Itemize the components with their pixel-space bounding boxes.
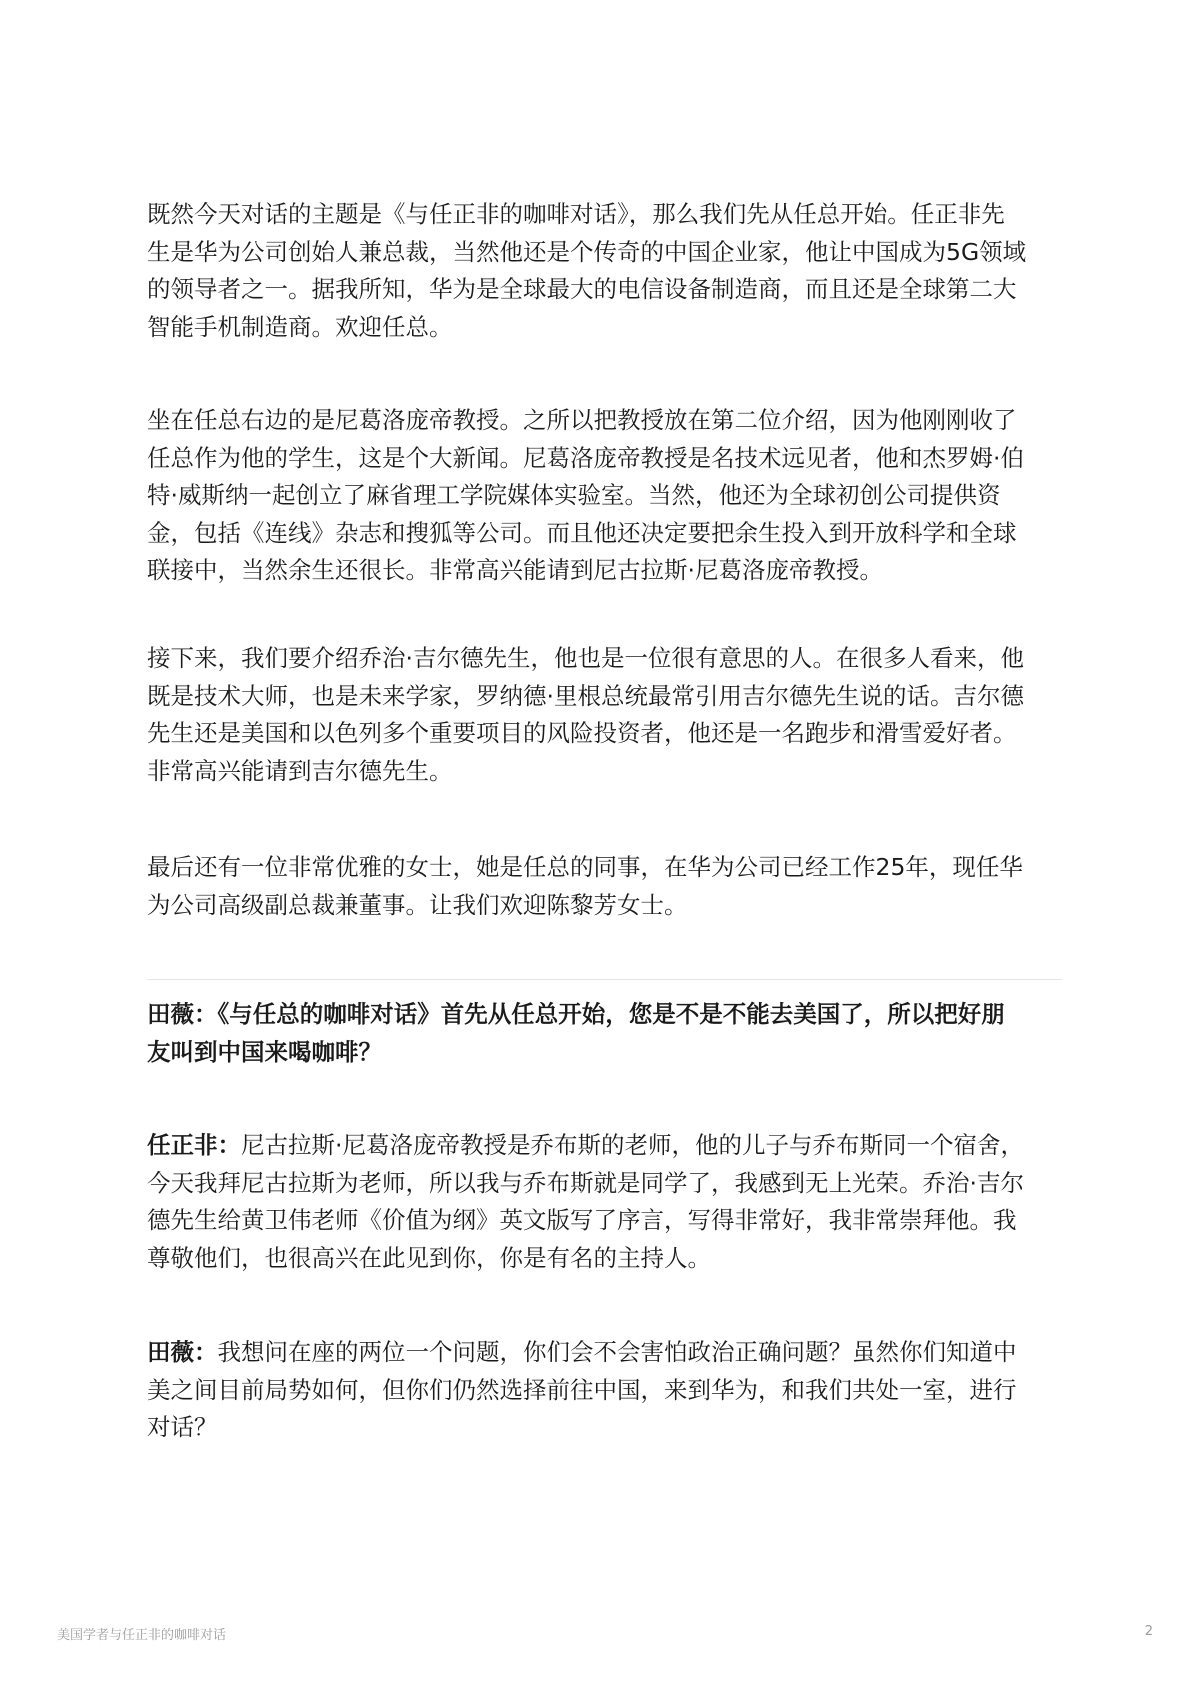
text-line: 特·威斯纳一起创立了麻省理工学院媒体实验室。当然，他还为全球初创公司提供资 bbox=[147, 481, 1001, 509]
text-line: 《与任总的咖啡对话》首先从任总开始，您是不是不能去美国了，所以把好朋 bbox=[217, 1000, 1005, 1028]
text-line: 德先生给黄卫伟老师《价值为纲》英文版写了序言，写得非常好，我非常崇拜他。我 bbox=[147, 1206, 1017, 1234]
intro-paragraph-ren bbox=[147, 196, 1077, 346]
intro-paragraph-chen bbox=[147, 849, 1077, 924]
text-line: 的领导者之一。据我所知，华为是全球最大的电信设备制造商，而且还是全球第二大 bbox=[147, 275, 1017, 303]
text-line: 我想问在座的两位一个问题，你们会不会害怕政治正确问题？虽然你们知道中 bbox=[217, 1338, 1017, 1366]
intro-paragraph-gilder bbox=[147, 640, 1077, 790]
text-line: 友叫到中国来喝咖啡？ bbox=[147, 1037, 382, 1066]
text-line: 为公司高级副总裁兼董事。让我们欢迎陈黎芳女士。 bbox=[147, 890, 688, 919]
text-line: 非常高兴能请到吉尔德先生。 bbox=[147, 756, 453, 785]
text-line: 尊敬他们，也很高兴在此见到你，你是有名的主持人。 bbox=[147, 1243, 711, 1272]
footer-page-number: 2 bbox=[1144, 1624, 1153, 1639]
dialogue-answer-ren bbox=[147, 1127, 1077, 1277]
text-line: 对话？ bbox=[147, 1413, 218, 1441]
footer-document-title: 美国学者与任正非的咖啡对话 bbox=[57, 1628, 227, 1643]
text-line: 今天我拜尼古拉斯为老师，所以我与乔布斯就是同学了，我感到无上光荣。乔治·吉尔 bbox=[147, 1168, 1024, 1197]
text-line: 智能手机制造商。欢迎任总。 bbox=[147, 312, 453, 341]
intro-paragraph-negroponte bbox=[147, 402, 1077, 590]
section-divider bbox=[147, 979, 1062, 980]
text-line: 先生还是美国和以色列多个重要项目的风险投资者，他还是一名跑步和滑雪爱好者。 bbox=[147, 719, 1017, 747]
speaker-name: 田薇： bbox=[147, 1000, 218, 1028]
text-line: 接下来，我们要介绍乔治·吉尔德先生，他也是一位很有意思的人。在很多人看来，他 bbox=[147, 644, 1024, 672]
text-line: 既然今天对话的主题是《与任正非的咖啡对话》，那么我们先从任总开始。任正非先 bbox=[147, 200, 1005, 228]
text-line: 美之间目前局势如何，但你们仍然选择前往中国，来到华为，和我们共处一室，进行 bbox=[147, 1375, 1017, 1404]
speaker-name: 田薇： bbox=[147, 1338, 218, 1366]
text-line: 生是华为公司创始人兼总裁，当然他还是个传奇的中国企业家，他让中国成为5G领域 bbox=[147, 237, 1027, 266]
text-line: 尼古拉斯·尼葛洛庞帝教授是乔布斯的老师，他的儿子与乔布斯同一个宿舍， bbox=[241, 1131, 1024, 1159]
text-line: 坐在任总右边的是尼葛洛庞帝教授。之所以把教授放在第二位介绍，因为他刚刚收了 bbox=[147, 406, 1017, 434]
text-line: 任总作为他的学生，这是个大新闻。尼葛洛庞帝教授是名技术远见者，他和杰罗姆·伯 bbox=[147, 443, 1024, 472]
speaker-name: 任正非： bbox=[147, 1131, 241, 1159]
text-line: 金，包括《连线》杂志和搜狐等公司。而且他还决定要把余生投入到开放科学和全球 bbox=[147, 518, 1017, 547]
dialogue-question-tian-1 bbox=[147, 996, 1077, 1071]
text-line: 最后还有一位非常优雅的女士，她是任总的同事，在华为公司已经工作25年，现任华 bbox=[147, 853, 1023, 881]
dialogue-question-tian-2 bbox=[147, 1334, 1077, 1447]
text-line: 既是技术大师，也是未来学家，罗纳德·里根总统最常引用吉尔德先生说的话。吉尔德 bbox=[147, 681, 1024, 710]
text-line: 联接中，当然余生还很长。非常高兴能请到尼古拉斯·尼葛洛庞帝教授。 bbox=[147, 556, 883, 584]
